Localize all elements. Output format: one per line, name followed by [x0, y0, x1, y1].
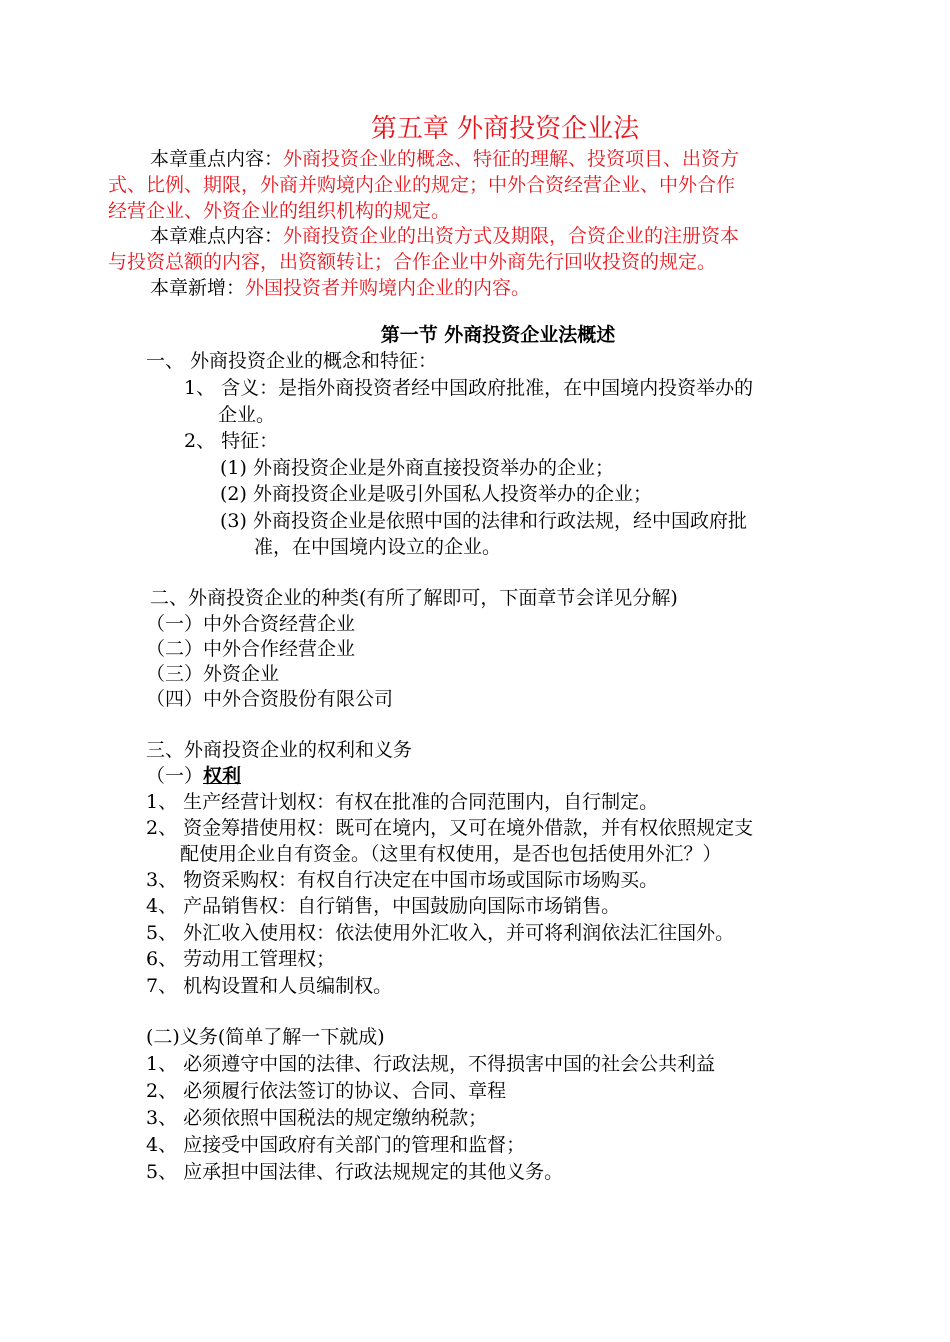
duty-item-4: 4、 应接受中国政府有关部门的管理和监督； [146, 1134, 526, 1156]
type-item-4: （四）中外合资股份有限公司 [146, 688, 394, 710]
key-points-text-1: 外商投资企业的概念、特征的理解、投资项目、出资方 [283, 148, 740, 170]
duty-item-3: 3、 必须依照中国税法的规定缴纳税款； [146, 1107, 488, 1129]
type-item-2: （二）中外合作经营企业 [146, 638, 356, 660]
key-points-line-3: 经营企业、外资企业的组织机构的规定。 [108, 200, 451, 222]
rights-prefix: （一） [146, 765, 204, 787]
rights-label: 权利 [203, 765, 242, 787]
part2-heading: 二、外商投资企业的种类(有所了解即可，下面章节会详见分解) [150, 587, 678, 609]
part1-item1-line2: 企业。 [218, 404, 276, 426]
feature-3-line1: (3) 外商投资企业是依照中国的法律和行政法规，经中国政府批 [220, 510, 747, 532]
right-item-4: 4、 产品销售权：自行销售，中国鼓励向国际市场销售。 [146, 895, 621, 917]
feature-3-line2: 准，在中国境内设立的企业。 [254, 536, 502, 558]
part1-heading: 一、 外商投资企业的概念和特征： [146, 350, 438, 372]
type-item-1: （一）中外合资经营企业 [146, 613, 356, 635]
new-content-label: 本章新增： [150, 277, 246, 299]
duties-heading: (二)义务(简单了解一下就成) [146, 1026, 385, 1048]
right-item-5: 5、 外汇收入使用权：依法使用外汇收入，并可将利润依法汇往国外。 [146, 922, 735, 944]
feature-1: (1) 外商投资企业是外商直接投资举办的企业； [220, 457, 614, 479]
type-item-3: （三）外资企业 [146, 663, 280, 685]
section-title: 第一节 外商投资企业法概述 [380, 324, 616, 346]
new-content-text: 外国投资者并购境内企业的内容。 [245, 277, 531, 299]
rights-heading [146, 763, 241, 789]
right-item-1: 1、 生产经营计划权：有权在批准的合同范围内，自行制定。 [146, 791, 659, 813]
right-item-2-cont: 配使用企业自有资金。（这里有权使用，是否也包括使用外汇？） [180, 843, 722, 865]
key-points-label: 本章重点内容： [150, 148, 284, 170]
duty-item-1: 1、 必须遵守中国的法律、行政法规，不得损害中国的社会公共利益 [146, 1053, 716, 1075]
new-content-line [150, 275, 530, 301]
right-item-3: 3、 物资采购权：有权自行决定在中国市场或国际市场购买。 [146, 869, 659, 891]
duty-item-2: 2、 必须履行依法签订的协议、合同、章程 [146, 1080, 507, 1102]
part3-heading: 三、外商投资企业的权利和义务 [146, 739, 413, 761]
right-item-2: 2、 资金筹措使用权：既可在境内，又可在境外借款，并有权依照规定支 [146, 817, 754, 839]
feature-2: (2) 外商投资企业是吸引外国私人投资举办的企业； [220, 483, 652, 505]
difficult-points-label: 本章难点内容： [150, 225, 284, 247]
chapter-title: 第五章 外商投资企业法 [370, 114, 640, 144]
right-item-6: 6、 劳动用工管理权； [146, 948, 336, 970]
key-points-line-1 [150, 146, 739, 172]
right-item-7: 7、 机构设置和人员编制权。 [146, 975, 393, 997]
difficult-points-text-1: 外商投资企业的出资方式及期限，合资企业的注册资本 [283, 225, 740, 247]
difficult-points-line-1 [150, 223, 739, 249]
duty-item-5: 5、 应承担中国法律、行政法规规定的其他义务。 [146, 1161, 564, 1183]
key-points-line-2: 式、比例、期限，外商并购境内企业的规定；中外合资经营企业、中外合作 [108, 174, 736, 196]
part1-item2: 2、 特征： [184, 430, 279, 452]
difficult-points-line-2: 与投资总额的内容，出资额转让；合作企业中外商先行回收投资的规定。 [108, 251, 717, 273]
part1-item1-line1: 1、 含义：是指外商投资者经中国政府批准，在中国境内投资举办的 [184, 377, 754, 399]
